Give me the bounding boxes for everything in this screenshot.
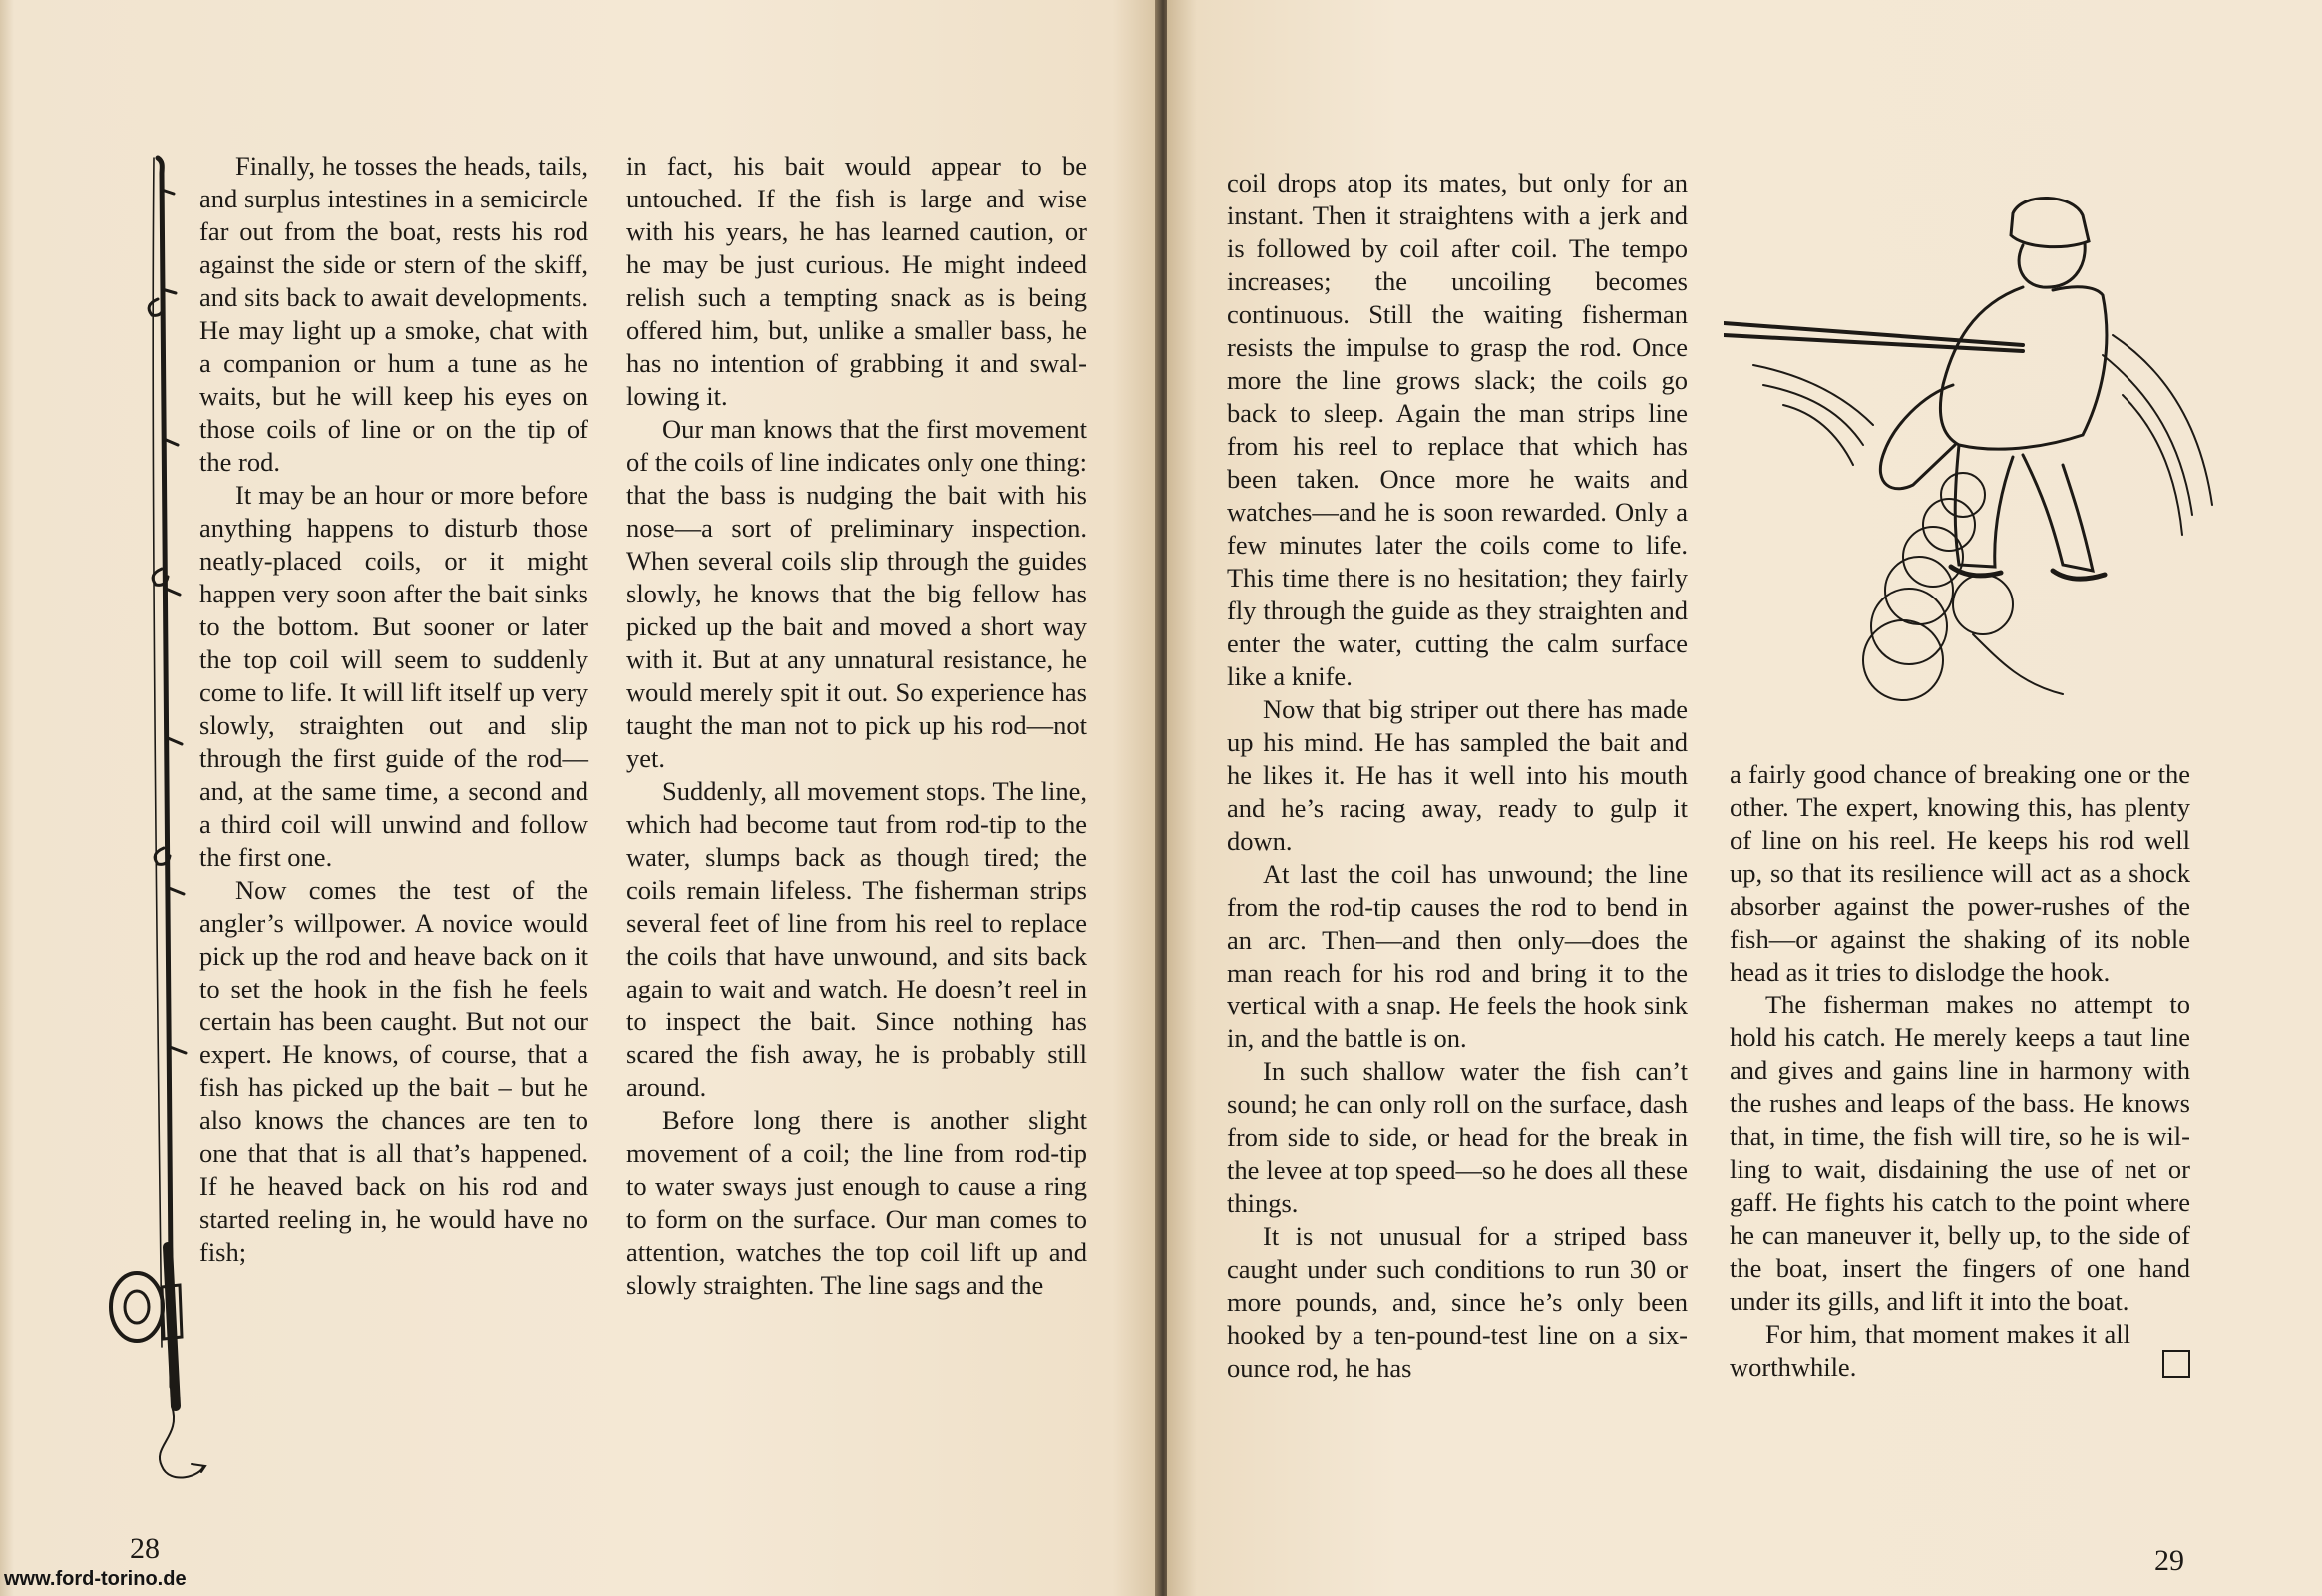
paragraph: Our man knows that the first movement of the coils of line indicates only one thing: that the bass is nudging the bait with his nose—a sort of preliminary inspection. When several coils slip through the guides slowly, he knows that the big fellow has picked up the bait and moved a short way with it. But at any unnatural resistance, he would merely spit it out. So experience has taught the man not to pick up his rod—not yet.	[626, 414, 1087, 773]
paragraph: in fact, his bait would appear to be untouched. If the fish is large and wise with his years, he has learned caution, or he may be just curious. He might indeed relish such a tempting snack as is being offered him, but, unlike a smaller bass, he has no intention of grabbing it and swallowing it.	[626, 151, 1087, 411]
paragraph: The fisherman makes no attempt to hold his catch. He merely keeps a taut line and gives and gains line in harmony with the rushes and leaps of the bass. He knows that, in time, the fish will tire, so he is willing to wait, disdaining the use of net or gaff. He fights his catch to the point where he can maneuver it, belly up, to the side of the boat, insert the fingers of one hand under its gills, and lift it into the boat.	[1730, 990, 2190, 1316]
paragraph: Now that big striper out there has made up his mind. He has sampled the bait and he likes it. He has it well into his mouth and he’s racing away, ready to gulp it down.	[1227, 694, 1688, 856]
paragraph: It is not unusual for a striped bass caught under such conditions to run 30 or more pounds, and, since he’s only been hooked by a ten-pound-test line on a six-ounce rod, he has	[1227, 1221, 1688, 1383]
paragraph: Now comes the test of the angler’s willpower. A novice would pick up the rod and heave back on it to set the hook in the fish he feels certain has been caught. But not our expert. He knows, of course, that a fish has picked up the bait – but he also knows the chances are ten to one that that is all that’s happened. If he heaved back on his rod and started reeling in, he would have no fish;	[199, 875, 588, 1267]
final-paragraph-text: For him, that moment makes it all worthwhile.	[1730, 1319, 2130, 1382]
right-page	[1167, 0, 2322, 1596]
column-2	[626, 150, 1087, 1302]
watermark: www.ford-torino.de	[4, 1568, 187, 1590]
page-number-right: 29	[2154, 1544, 2184, 1577]
paragraph: coil drops atop its mates, but only for an instant. Then it straightens with a jerk and is followed by coil after coil. The tempo increases; the uncoiling becomes continuous. Still the waiting fisherman resists the impulse to grasp the rod. Once more the line grows slack; the coils go back to sleep. Again the man strips line from his reel to replace that which has been taken. Once more he waits and watches—and he is soon rewarded. Only a few minutes later the coils come to life. This time there is no hesitation; they fairly fly through the guide as they straighten and enter the water, cutting the calm surface like a knife.	[1227, 168, 1688, 691]
paragraph	[1730, 1318, 2190, 1384]
end-of-article-square-icon	[2162, 1350, 2190, 1378]
paragraph: At last the coil has unwound; the line from the rod-tip causes the rod to bend in an arc. Then—and then only—does the man reach for his rod and bring it to the vertical with a snap. He feels the hook sink in, and the battle is on.	[1227, 859, 1688, 1053]
paragraph: Suddenly, all movement stops. The line, which had become taut from rod-tip to the water, slumps back as though tired; the coils remain lifeless. The fisherman strips several feet of line from his reel to replace the coils that have unwound, and sits back again to wait and watch. He doesn’t reel in to inspect the bait. Since nothing has scared the fish away, he is probably still around.	[626, 776, 1087, 1102]
fisherman-illustration	[1724, 196, 2232, 714]
page-number-left: 28	[130, 1532, 160, 1565]
left-page	[0, 0, 1159, 1596]
paragraph: It may be an hour or more before anything happens to disturb those neatly-placed coils, or it might happen very soon after the bait sinks to the bottom. But sooner or later the top coil will seem to suddenly come to life. It will lift itself up very slowly, straighten out and slip through the first guide of the rod—and, at the same time, a second and a third coil will unwind and follow the first one.	[199, 480, 588, 872]
paragraph: a fairly good chance of breaking one or the other. The expert, knowing this, has plenty of line on his reel. He keeps his rod well up, so that its resilience will act as a shock absorber against the power-rushes of the fish—or against the shaking of its noble head as it tries to dislodge the hook.	[1730, 759, 2190, 987]
paragraph: Finally, he tosses the heads, tails, and surplus intestines in a semicircle far out from the boat, rests his rod against the side or stern of the skiff, and sits back to await developments. He may light up a smoke, chat with a companion or hum a tune as he waits, but he will keep his eyes on those coils of line or on the tip of the rod.	[199, 151, 588, 477]
column-4	[1730, 758, 2190, 1384]
paragraph: Before long there is another slight movement of a coil; the line from rod-tip to water sways just enough to cause a ring to form on the surface. Our man comes to attention, watches the top coil lift up and slowly straighten. The line sags and the	[626, 1105, 1087, 1300]
column-3	[1227, 167, 1688, 1385]
column-1	[199, 150, 588, 1269]
paragraph: In such shallow water the fish can’t sound; he can only roll on the surface, dash from side to side, or head for the break in the levee at top speed—so he does all these things.	[1227, 1056, 1688, 1218]
